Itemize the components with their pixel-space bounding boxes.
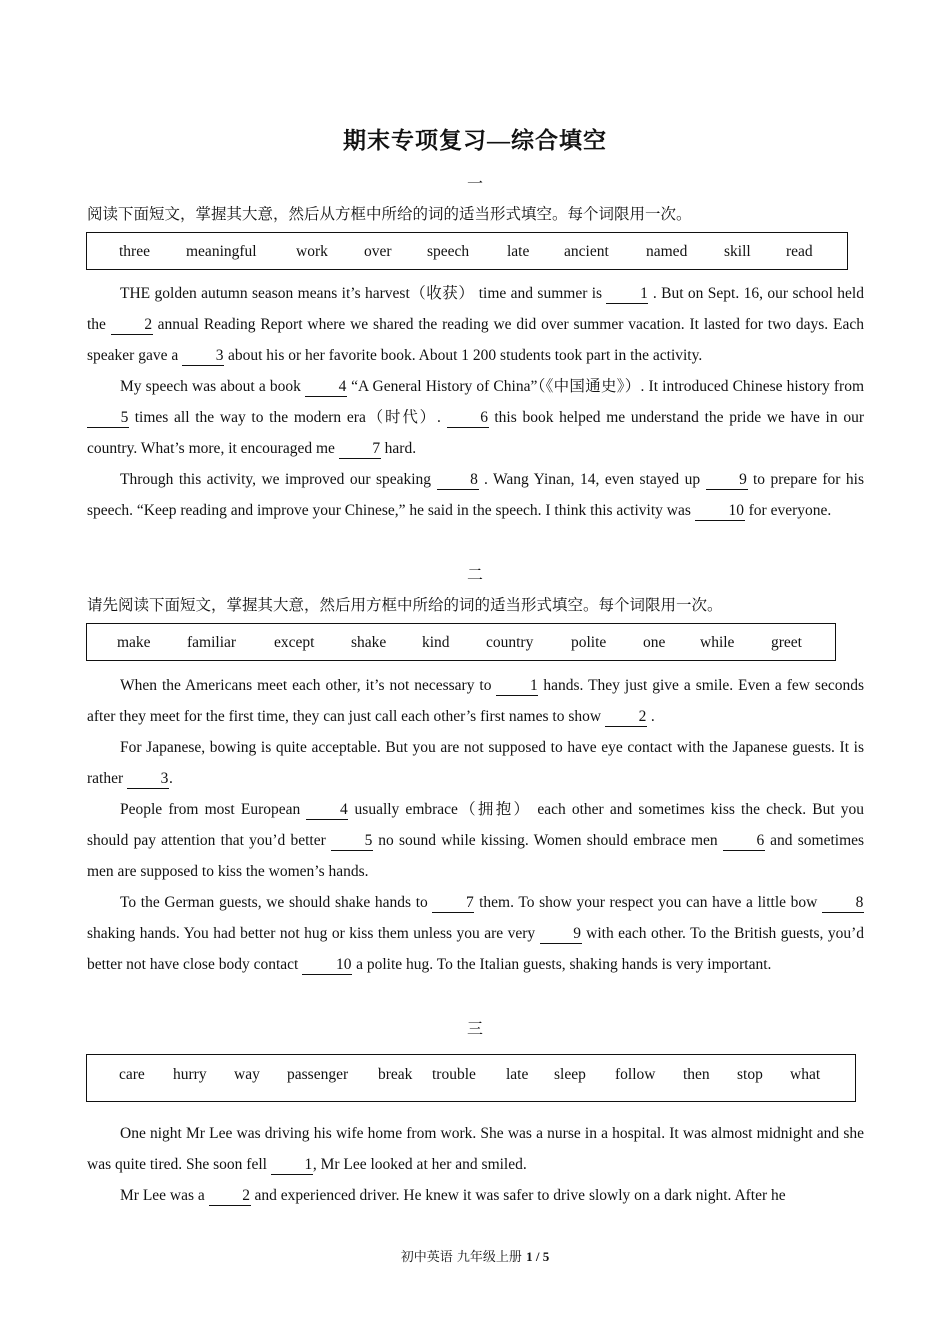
paragraph: My speech was about a book 4 “A General History of China”（《中国通史》）. It introduced Chinese history from 5 times all the way to the modern era（时代）. 6 this book helped me understand the pride we have in our country. What’s more, it encouraged me 7 hard.: [87, 378, 865, 457]
answer-blank[interactable]: 1: [496, 677, 538, 696]
footer-text: 初中英语 九年级上册: [400, 1250, 522, 1265]
paragraph: To the German guests, we should shake hands to 7 them. To show your respect you can have a little bow 8 shaking hands. You had better not hug or kiss them unless you are very 9 with each other. To the British guests, you’d better not have close body contact 10 a polite hug. To the Italian guests, shaking hands is very important.: [87, 894, 865, 973]
word-box-item: sleep: [554, 1066, 586, 1083]
word-box-item: greet: [771, 634, 802, 651]
answer-blank[interactable]: 1: [606, 285, 648, 304]
word-box-item: stop: [737, 1066, 763, 1083]
paragraph: One night Mr Lee was driving his wife home from work. She was a nurse in a hospital. It was almost midnight and she was quite tired. She soon fell 1, Mr Lee looked at her and smiled.: [87, 1125, 864, 1173]
answer-blank[interactable]: 6: [723, 832, 765, 851]
section-heading-1: 一: [466, 176, 483, 193]
answer-blank[interactable]: 10: [695, 502, 745, 521]
word-box-item: one: [643, 634, 666, 651]
answer-blank[interactable]: 6: [447, 409, 489, 428]
word-box-item: break: [378, 1066, 413, 1083]
answer-blank[interactable]: 9: [540, 925, 582, 944]
page-title: 期末专项复习—综合填空: [343, 128, 607, 153]
word-box-item: care: [119, 1066, 145, 1083]
section-heading-3: 三: [466, 1021, 483, 1038]
word-box-item: late: [507, 243, 530, 260]
word-box-item: kind: [422, 634, 450, 651]
word-box-item: work: [296, 243, 328, 260]
page-number: 1 / 5: [526, 1249, 550, 1264]
word-box-item: familiar: [187, 634, 237, 651]
word-box-item: country: [486, 634, 534, 651]
word-box-item: follow: [615, 1066, 656, 1083]
paragraph: Mr Lee was a 2 and experienced driver. He knew it was safer to drive slowly on a dark night. After he: [120, 1187, 786, 1204]
word-box-item: polite: [571, 634, 607, 651]
answer-blank[interactable]: 3: [127, 770, 169, 789]
paragraph: Through this activity, we improved our speaking 8 . Wang Yinan, 14, even stayed up 9 to prepare for his speech. “Keep reading and improve your Chinese,” he said in the speech. I think this activity was 10 for everyone.: [87, 471, 865, 519]
answer-blank[interactable]: 10: [302, 956, 352, 975]
word-box-item: three: [119, 243, 150, 260]
word-box-item: late: [506, 1066, 529, 1083]
answer-blank[interactable]: 2: [209, 1187, 251, 1206]
answer-blank[interactable]: 8: [822, 894, 864, 913]
answer-blank[interactable]: 1: [271, 1156, 313, 1175]
answer-blank[interactable]: 7: [339, 440, 381, 459]
section-heading-2: 二: [466, 567, 483, 584]
word-box-1: [86, 232, 848, 270]
word-box-item: speech: [427, 243, 470, 260]
paragraph: For Japanese, bowing is quite acceptable. But you are not supposed to have eye contact with the Japanese guests. It is rather 3.: [87, 739, 864, 787]
word-box-item: hurry: [173, 1066, 207, 1083]
word-box-item: shake: [351, 634, 387, 651]
word-box-item: way: [234, 1066, 260, 1083]
answer-blank[interactable]: 3: [182, 347, 224, 366]
word-box-item: meaningful: [186, 243, 257, 260]
word-box-item: passenger: [287, 1066, 349, 1083]
instruction-1: 阅读下面短文，掌握其大意，然后从方框中所给的词的适当形式填空。每个词限用一次。: [87, 205, 692, 223]
answer-blank[interactable]: 4: [306, 801, 348, 820]
word-box-3: [86, 1054, 856, 1102]
answer-blank[interactable]: 2: [111, 316, 153, 335]
paragraph: People from most European 4 usually embrace（拥抱） each other and sometimes kiss the check. But you should pay attention that you’d better 5 no sound while kissing. Women should embrace men 6 and sometimes men are supposed to kiss the women’s hands.: [87, 801, 865, 880]
word-box-item: skill: [724, 243, 751, 260]
answer-blank[interactable]: 4: [305, 378, 347, 397]
page-footer: [0, 1246, 950, 1265]
word-box-item: what: [790, 1066, 821, 1083]
answer-blank[interactable]: 8: [437, 471, 479, 490]
instruction-2: 请先阅读下面短文，掌握其大意，然后用方框中所给的词的适当形式填空。每个词限用一次。: [87, 596, 723, 614]
paragraph: THE golden autumn season means it’s harvest（收获） time and summer is 1 . But on Sept. 16, our school held the 2 annual Reading Report where we shared the reading we did over summer vacation. It lasted for two days. Each speaker gave a 3 about his or her favorite book. About 1 200 students took part in the activity.: [87, 285, 864, 364]
answer-blank[interactable]: 9: [706, 471, 748, 490]
answer-blank[interactable]: 5: [331, 832, 373, 851]
word-box-item: read: [786, 243, 813, 260]
word-box-2: [86, 623, 836, 661]
answer-blank[interactable]: 7: [432, 894, 474, 913]
word-box-item: trouble: [432, 1066, 476, 1083]
word-box-item: then: [683, 1066, 710, 1083]
word-box-item: while: [700, 634, 735, 651]
word-box-item: make: [117, 634, 151, 651]
answer-blank[interactable]: 2: [605, 708, 647, 727]
word-box-item: named: [646, 243, 688, 260]
answer-blank[interactable]: 5: [87, 409, 129, 428]
word-box-item: ancient: [564, 243, 609, 260]
word-box-item: except: [274, 634, 315, 651]
word-box-item: over: [364, 243, 392, 260]
paragraph: When the Americans meet each other, it’s not necessary to 1 hands. They just give a smile. Even a few seconds after they meet for the first time, they can just call each other’s first names to show 2 .: [87, 677, 864, 725]
